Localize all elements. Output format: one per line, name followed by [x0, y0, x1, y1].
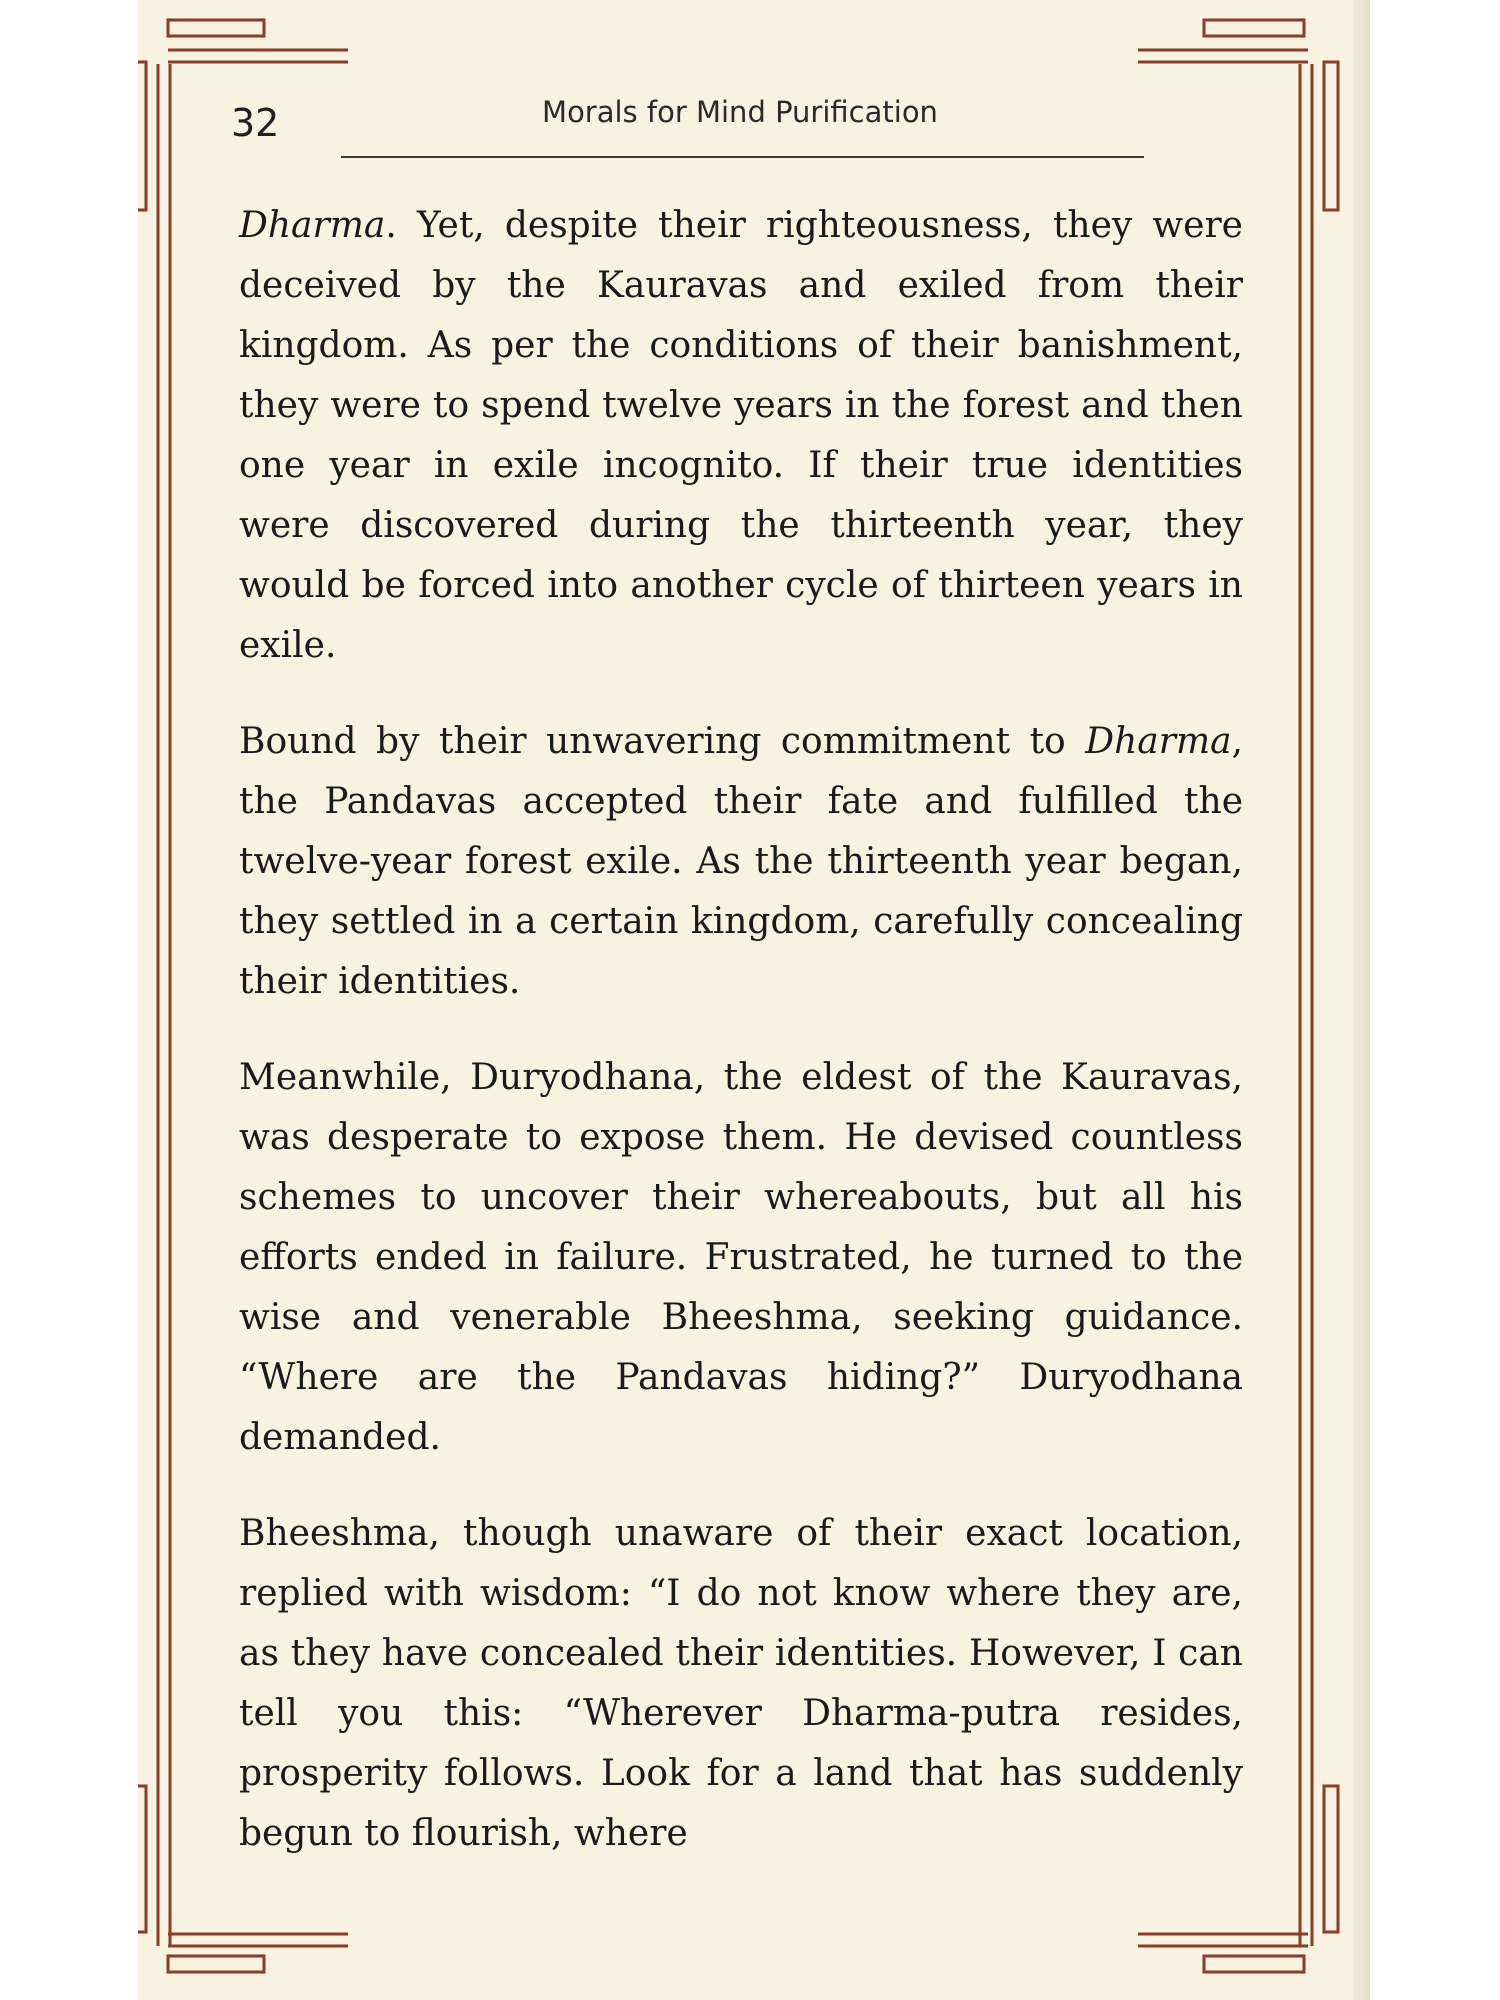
paragraph-3: Meanwhile, Duryodhana, the eldest of the Kauravas, was desperate to expose them. He devised countless schemes to uncover their whereabouts, but all his efforts ended in failure. Frustrated, he turned to the wise and venerable Bheeshma, seeking guidance. “Where are the Pandavas hiding?” Duryodhana demanded. [239, 1057, 1243, 1458]
paragraph-4: Bheeshma, though unaware of their exact location, replied with wisdom: “I do not know where they are, as they have concealed their identities. However, I can tell you this: “Wherever Dharma-putra resides, prosperity follows. Look for a land that has suddenly begun to flourish, where [239, 1513, 1243, 1854]
body-text [239, 196, 1243, 1900]
paragraph-text: . Yet, despite their righteousness, they were deceived by the Kauravas and exiled from their kingdom. As per the conditions of their banishment, they were to spend twelve years in the forest and then one year in exile incognito. If their true identities were discovered during the thirteenth year, they would be forced into another cycle of thirteen years in exile. [239, 205, 1243, 666]
page-gutter-shadow [1353, 0, 1370, 2000]
italic-term: Dharma [239, 205, 386, 246]
paragraph-text: , the Pandavas accepted their fate and fulfilled the twelve-year forest exile. As the thirteenth year began, they settled in a certain kingdom, carefully concealing their identities. [239, 721, 1243, 1002]
paragraph-1 [239, 196, 1243, 676]
paragraph-lead: Bound by their unwavering commitment to [239, 721, 1086, 762]
page-number: 32 [231, 101, 280, 145]
paragraph-2 [239, 712, 1243, 1012]
running-header: Morals for Mind Purification [542, 95, 938, 129]
italic-term: Dharma [1085, 721, 1232, 762]
book-page [138, 0, 1370, 2000]
